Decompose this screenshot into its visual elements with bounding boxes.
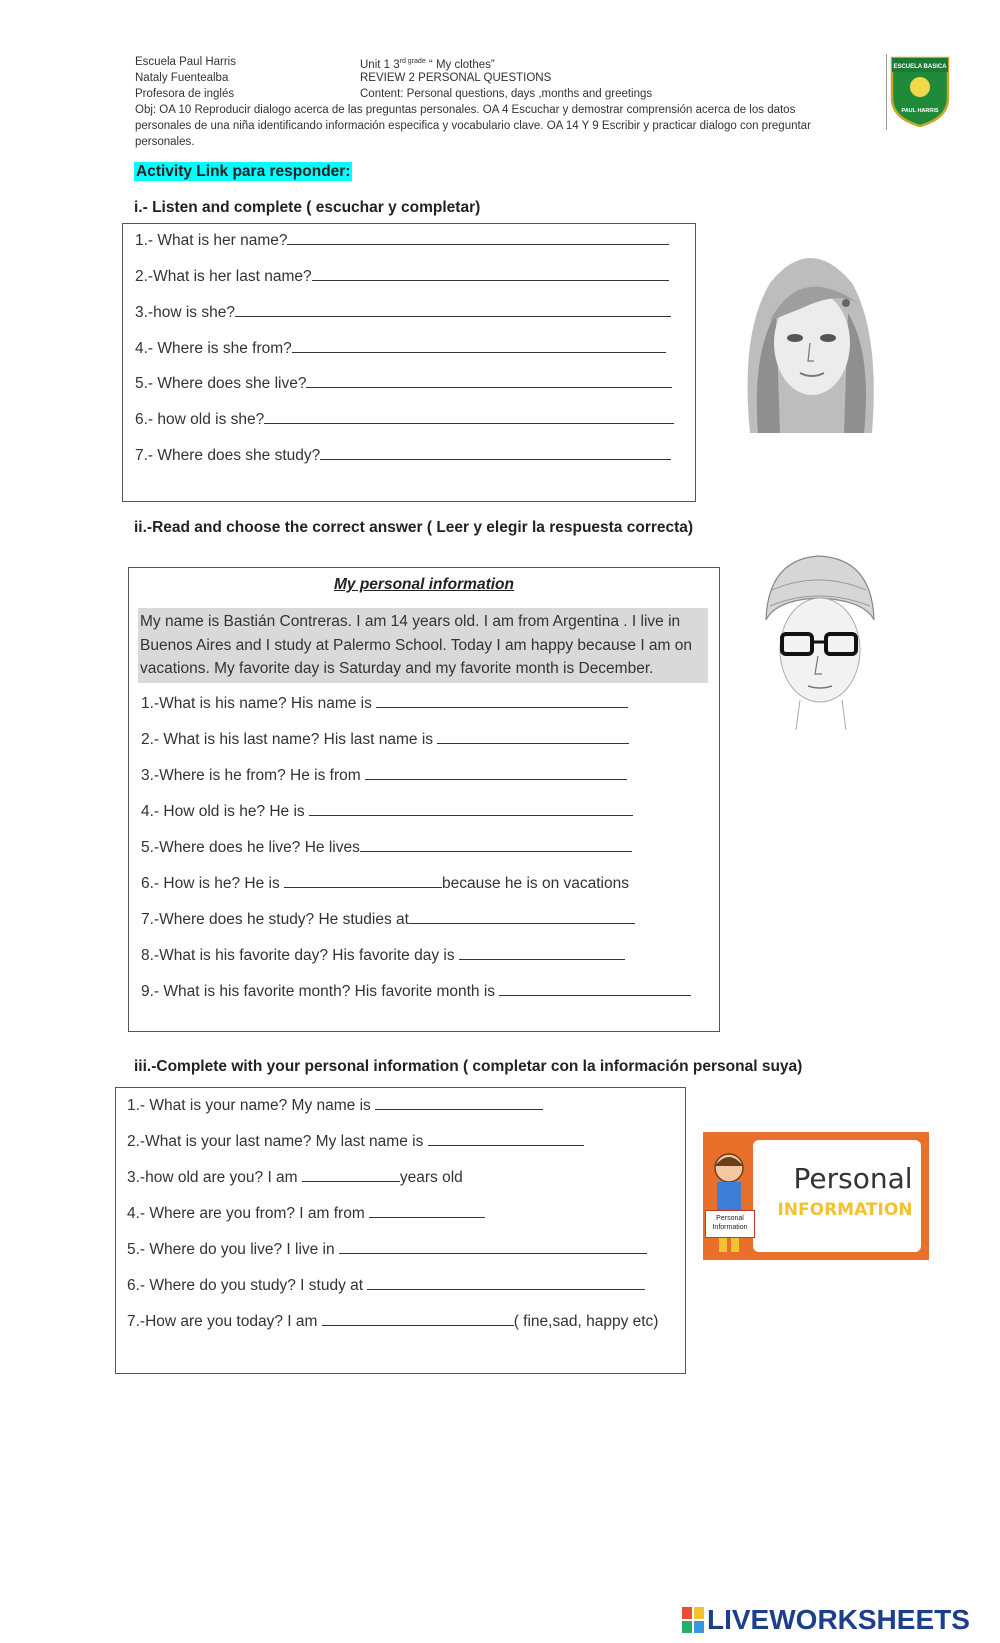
footer-brand[interactable] <box>682 1604 970 1634</box>
s3-answer-2[interactable] <box>428 1131 584 1146</box>
girl-face-icon <box>740 243 880 433</box>
s1-question-4: 4.- Where is she from? <box>135 340 292 357</box>
activity-link-label: Activity Link para responder: <box>136 163 351 180</box>
s2-question-2: 2.- What is his last name? His last name is <box>141 731 438 748</box>
s1-item-3 <box>135 302 671 322</box>
s2-item-1 <box>141 693 628 713</box>
card-panel <box>753 1140 921 1252</box>
s3-answer-6[interactable] <box>367 1275 645 1290</box>
logo-divider <box>886 54 887 130</box>
card-title-top: Personal <box>793 1162 913 1195</box>
kid-figure <box>707 1148 751 1258</box>
s2-item-7 <box>141 909 635 929</box>
s3-question-7: 7.-How are you today? I am <box>127 1313 322 1330</box>
s2-question-3: 3.-Where is he from? He is from <box>141 767 365 784</box>
reading-title: My personal information <box>334 576 514 593</box>
girl-illustration <box>740 243 880 433</box>
s2-answer-6[interactable] <box>284 873 442 888</box>
s3-answer-1[interactable] <box>375 1095 543 1110</box>
s2-answer-3[interactable] <box>365 765 627 780</box>
s2-item-3 <box>141 765 627 785</box>
s3-item-2 <box>127 1131 584 1151</box>
s2-item-5 <box>141 837 632 857</box>
boy-illustration <box>752 550 884 730</box>
s1-answer-4[interactable] <box>292 338 666 353</box>
s2-item-8 <box>141 945 625 965</box>
kid-sign <box>705 1210 755 1238</box>
s3-item-5 <box>127 1239 647 1259</box>
kid-sign-line2: Information <box>712 1224 748 1231</box>
section1-title: i.- Listen and complete ( escuchar y completar) <box>134 199 481 216</box>
s1-question-5: 5.- Where does she live? <box>135 375 307 392</box>
s1-question-2: 2.-What is her last name? <box>135 268 312 285</box>
s1-item-7 <box>135 445 671 465</box>
s2-item-4 <box>141 801 633 821</box>
kid-sign-line1: Personal <box>716 1215 744 1222</box>
s3-after-3: years old <box>399 1169 463 1186</box>
s2-answer-9[interactable] <box>499 981 691 996</box>
s1-item-5 <box>135 373 672 393</box>
s2-answer-7[interactable] <box>409 909 635 924</box>
s1-answer-5[interactable] <box>306 373 672 388</box>
s3-question-4: 4.- Where are you from? I am from <box>127 1205 370 1222</box>
s3-item-4 <box>127 1203 485 1223</box>
s2-answer-5[interactable] <box>360 837 632 852</box>
s3-answer-7[interactable] <box>322 1311 514 1326</box>
s2-item-2 <box>141 729 629 749</box>
s3-question-1: 1.- What is your name? My name is <box>127 1097 376 1114</box>
s2-question-9: 9.- What is his favorite month? His favorite month is <box>141 983 500 1000</box>
objective-text: Obj: OA 10 Reproducir dialogo acerca de las preguntas personales. OA 4 Escuchar y demostrar comprensión acerca de los datos personales de una niña identificando información especifica y vocabulario clave. OA 14 Y 9 Escribir y practicar dialogo con preguntar personales. <box>135 104 811 148</box>
review-title: REVIEW 2 PERSONAL QUESTIONS <box>360 72 552 84</box>
s3-answer-5[interactable] <box>339 1239 647 1254</box>
unit-superscript: rd grade <box>399 58 426 65</box>
s1-question-7: 7.- Where does she study? <box>135 447 321 464</box>
section3-title: iii.-Complete with your personal information ( completar con la información personal suya) <box>134 1058 803 1075</box>
s2-question-7: 7.-Where does he study? He studies at <box>141 911 409 928</box>
brand-name: LIVEWORKSHEETS <box>707 1604 970 1635</box>
teacher-name: Nataly Fuentealba <box>135 72 229 84</box>
s2-answer-2[interactable] <box>437 729 629 744</box>
unit-prefix: Unit 1 3 <box>360 58 400 71</box>
s1-answer-3[interactable] <box>235 302 671 317</box>
logo-top-text: ESCUELA BASICA <box>893 64 947 70</box>
logo-bottom-text: PAUL HARRIS <box>901 108 939 114</box>
s1-item-4 <box>135 338 666 358</box>
reading-passage: My name is Bastián Contreras. I am 14 years old. I am from Argentina . I live in Buenos Aires and I study at Palermo School. Today I am happy because I am on vacations. My favorite day is Saturday and my favorite month is December. <box>138 608 708 683</box>
s1-question-1: 1.- What is her name? <box>135 232 288 249</box>
s3-item-3 <box>127 1167 463 1187</box>
school-logo <box>886 54 954 129</box>
s1-answer-7[interactable] <box>320 445 671 460</box>
kid-icon <box>707 1148 751 1258</box>
s1-answer-1[interactable] <box>287 230 669 245</box>
s2-question-8: 8.-What is his favorite day? His favorite day is <box>141 947 459 964</box>
s2-item-6 <box>141 873 629 893</box>
boy-face-icon <box>752 550 884 730</box>
shield-icon <box>886 54 954 129</box>
s3-question-2: 2.-What is your last name? My last name is <box>127 1133 428 1150</box>
s2-question-6: 6.- How is he? He is <box>141 875 284 892</box>
s2-question-5: 5.-Where does he live? He lives <box>141 839 360 856</box>
s3-item-1 <box>127 1095 543 1115</box>
s2-answer-4[interactable] <box>309 801 633 816</box>
s1-item-6 <box>135 409 674 429</box>
s1-question-3: 3.-how is she? <box>135 304 235 321</box>
s2-question-4: 4.- How old is he? He is <box>141 803 309 820</box>
s1-question-6: 6.- how old is she? <box>135 411 265 428</box>
s3-item-6 <box>127 1275 645 1295</box>
s1-item-1 <box>135 230 669 250</box>
s3-question-3: 3.-how old are you? I am <box>127 1169 302 1186</box>
personal-info-card <box>703 1132 929 1260</box>
s3-item-7 <box>127 1311 658 1331</box>
s3-after-7: ( fine,sad, happy etc) <box>513 1313 659 1330</box>
s3-answer-4[interactable] <box>369 1203 485 1218</box>
s3-question-6: 6.- Where do you study? I study at <box>127 1277 368 1294</box>
s2-question-1: 1.-What is his name? His name is <box>141 695 377 712</box>
s1-answer-2[interactable] <box>312 266 669 281</box>
brand-logo-icon <box>682 1607 704 1633</box>
card-title-bottom: INFORMATION <box>777 1200 913 1220</box>
unit-suffix: “ My clothes” <box>425 58 495 71</box>
s1-answer-6[interactable] <box>264 409 674 424</box>
activity-link[interactable] <box>134 163 352 181</box>
teacher-role: Profesora de inglés <box>135 88 235 100</box>
s3-answer-3[interactable] <box>302 1167 400 1182</box>
content-line: Content: Personal questions, days ,months and greetings <box>360 88 653 100</box>
s2-answer-1[interactable] <box>376 693 628 708</box>
school-name: Escuela Paul Harris <box>135 56 236 68</box>
s2-item-9 <box>141 981 691 1001</box>
section2-title: ii.-Read and choose the correct answer ( Leer y elegir la respuesta correcta) <box>134 519 694 536</box>
s2-answer-8[interactable] <box>459 945 625 960</box>
s1-item-2 <box>135 266 669 286</box>
s3-question-5: 5.- Where do you live? I live in <box>127 1241 339 1258</box>
s2-after-6: because he is on vacations <box>442 875 629 892</box>
